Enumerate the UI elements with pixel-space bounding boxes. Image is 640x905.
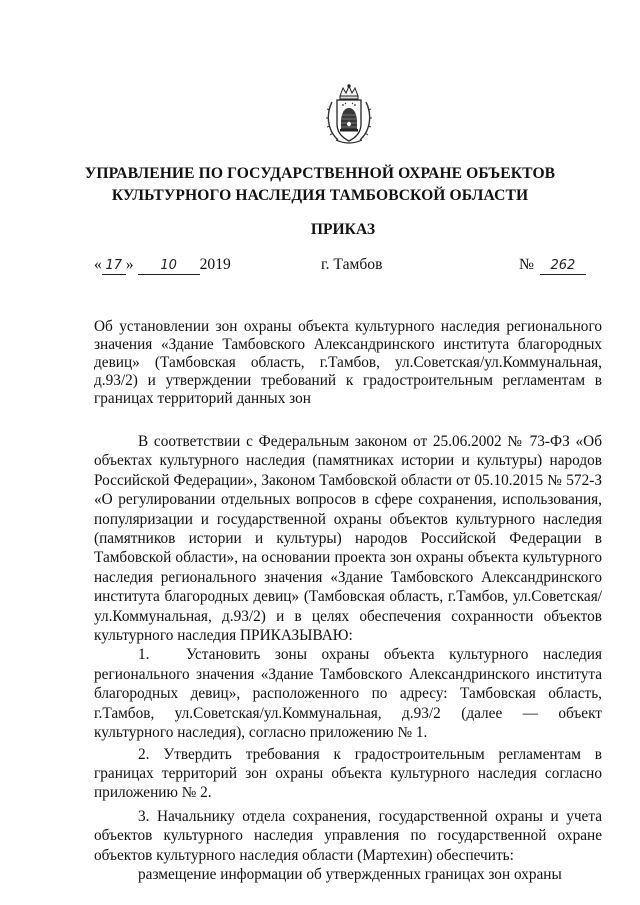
clause-1	[94, 645, 602, 742]
organization-name	[60, 163, 580, 207]
clause-3-subitem: размещение информации об утвержденных границах зон охраны	[138, 865, 562, 883]
org-name-line-2: КУЛЬТУРНОГО НАСЛЕДИЯ ТАМБОВСКОЙ ОБЛАСТИ	[111, 187, 529, 204]
order-subject: Об установлении зон охраны объекта культурного наследия регионального значения «Здание Тамбовского Александринского института благородных девиц» (Тамбовская область, г.Тамбов, ул.Советская/ул.Коммунальная, д.93/2) и утверждении требований к градостроительным регламентам в границах территорий данных зон	[94, 318, 602, 407]
order-date	[94, 254, 231, 276]
clause-3: 3. Начальнику отдела сохранения, государственной охраны и учета объектов культурного наследия управления по государственной охране объектов культурного наследия области (Мартехин) обеспечить:	[94, 807, 602, 864]
handwritten-day: 17	[102, 258, 126, 275]
number-label: №	[519, 256, 534, 273]
preamble-paragraph: В соответствии с Федеральным законом от 25.06.2002 № 73-ФЗ «Об объектах культурного наследия (памятниках истории и культуры) народов Российской Федерации», Законом Тамбовской области от 05.10.2015 № 572-З «О регулировании отдельных вопросов в сфере сохранения, использования, популяризации и государственной охраны объектов культурного наследия (памятников истории и культуры) народов Российской Федерации в Тамбовской области», на основании проекта зон охраны объекта культурного наследия регионального значения «Здание Тамбовского Александринского института благородных девиц» (Тамбовская область, г.Тамбов, ул.Советская/ул.Коммунальная, д.93/2) и в целях обеспечения сохранности объектов культурного наследия ПРИКАЗЫВАЮ:	[94, 433, 602, 645]
crown-icon	[340, 85, 358, 99]
date-open-quote: «	[94, 256, 102, 273]
coat-of-arms-emblem	[324, 84, 374, 146]
order-city: г. Тамбов	[321, 256, 383, 273]
clause-1-number: 1.	[138, 646, 150, 664]
org-name-line-1: УПРАВЛЕНИЕ ПО ГОСУДАРСТВЕННОЙ ОХРАНЕ ОБЪЕКТОВ	[84, 165, 556, 182]
document-type-title: ПРИКАЗ	[310, 221, 376, 238]
clause-1-text: Установить зоны охраны объекта культурного наследия регионального значения «Здание Тамбовского Александринского института благородных девиц», расположенного по адресу: Тамбовская область, г.Тамбов, ул.Советская/ул.Коммунальная, д.93/2 (далее — объект культурного наследия), согласно приложению № 1.	[94, 646, 602, 742]
order-meta-line	[94, 254, 600, 276]
handwritten-month: 10	[138, 258, 200, 275]
clause-2: 2. Утвердить требования к градостроительным регламентам в границах территорий зон охраны объекта культурного наследия согласно приложению № 2.	[94, 745, 602, 802]
order-number	[519, 254, 586, 276]
handwritten-number: 262	[540, 258, 586, 275]
date-close-quote: »	[125, 256, 134, 273]
order-year: 2019	[199, 256, 231, 273]
order-body	[94, 432, 602, 884]
